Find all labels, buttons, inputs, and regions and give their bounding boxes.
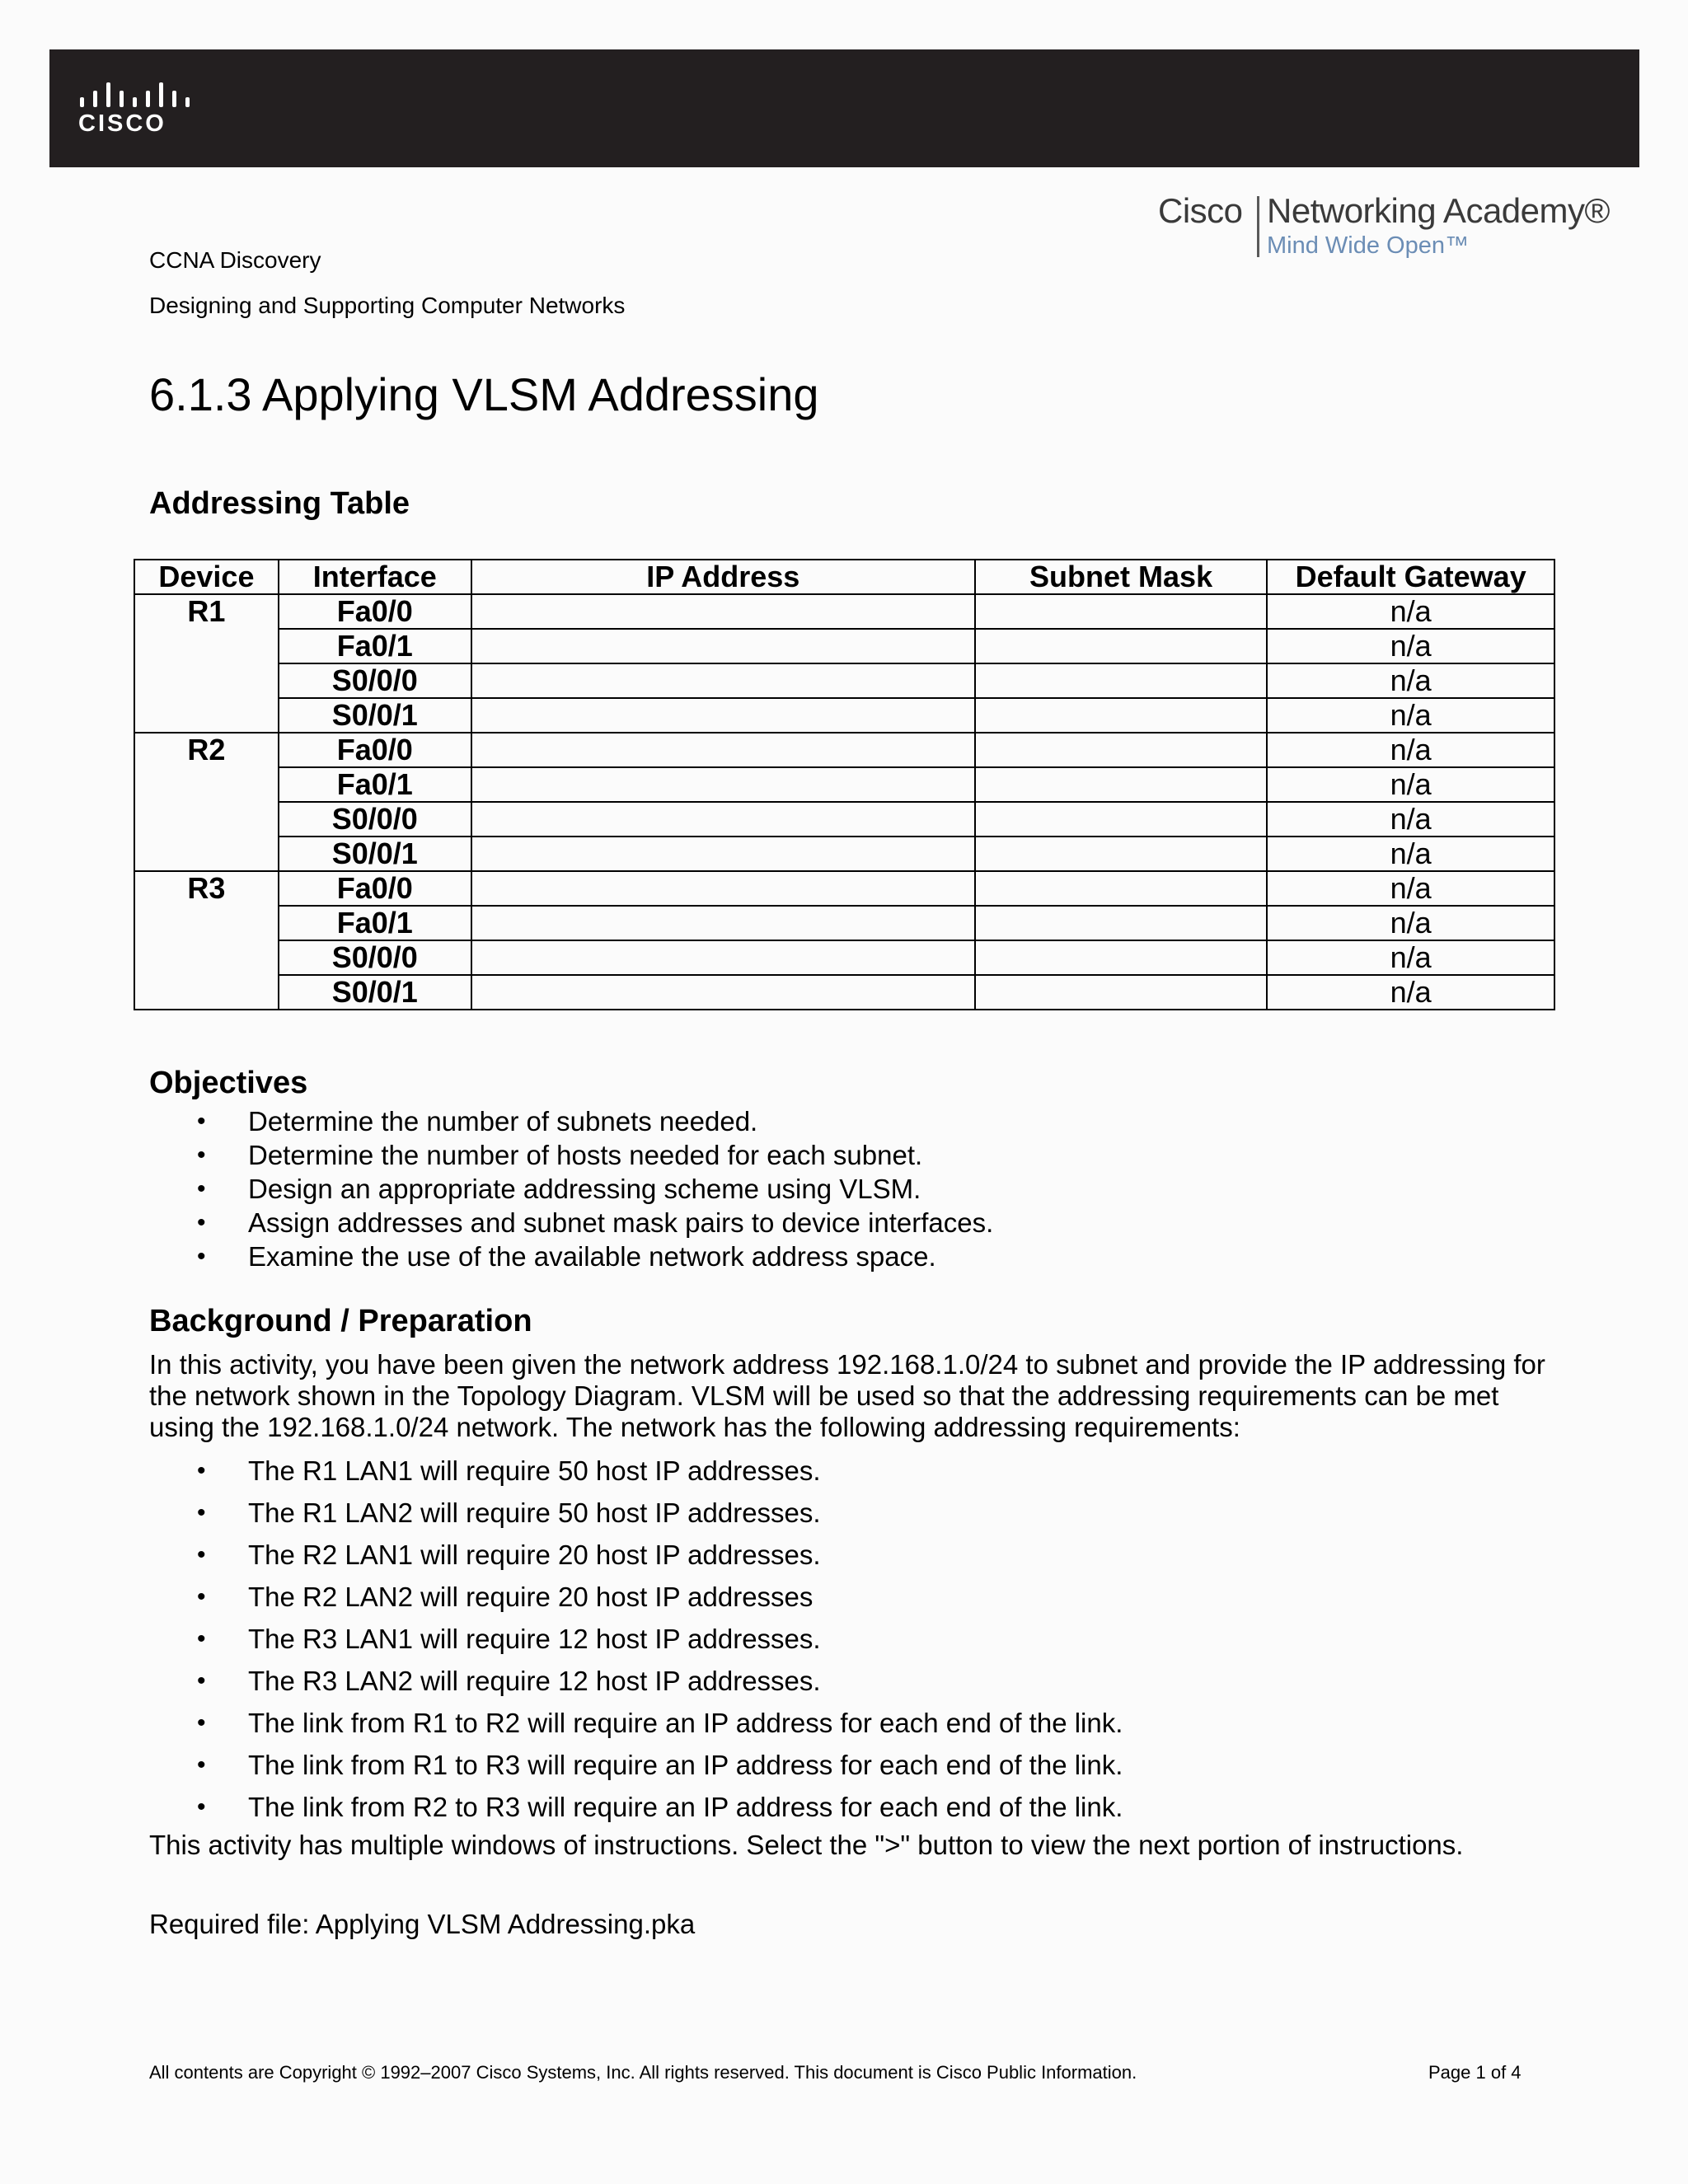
requirements-list bbox=[149, 1450, 1123, 1828]
subnet-mask-cell bbox=[975, 733, 1268, 767]
ip-address-cell bbox=[471, 733, 975, 767]
column-header: Interface bbox=[279, 560, 471, 594]
table-row bbox=[134, 594, 1554, 629]
gateway-cell: n/a bbox=[1267, 698, 1554, 733]
interface-cell: Fa0/0 bbox=[279, 733, 471, 767]
gateway-cell: n/a bbox=[1267, 663, 1554, 698]
interface-cell: Fa0/1 bbox=[279, 629, 471, 663]
interface-cell: Fa0/1 bbox=[279, 906, 471, 940]
academy-brand: Cisco bbox=[1158, 191, 1243, 230]
subnet-mask-cell bbox=[975, 629, 1268, 663]
list-item: • The R2 LAN2 will require 20 host IP addresses bbox=[149, 1576, 1123, 1618]
table-row bbox=[134, 663, 1554, 698]
list-item: • Design an appropriate addressing scheme using VLSM. bbox=[149, 1172, 993, 1206]
required-file: Required file: Applying VLSM Addressing.pka bbox=[149, 1909, 696, 1939]
academy-name: Networking Academy® bbox=[1267, 191, 1610, 230]
academy-tagline: Mind Wide Open™ bbox=[1267, 232, 1469, 259]
list-item: • Assign addresses and subnet mask pairs to device interfaces. bbox=[149, 1206, 993, 1240]
subnet-mask-cell bbox=[975, 698, 1268, 733]
header-bar bbox=[49, 49, 1639, 167]
subnet-mask-cell bbox=[975, 940, 1268, 975]
subnet-mask-cell bbox=[975, 663, 1268, 698]
cisco-logo bbox=[78, 81, 194, 138]
table-row bbox=[134, 733, 1554, 767]
list-item: • The R1 LAN1 will require 50 host IP addresses. bbox=[149, 1450, 1123, 1492]
ip-address-cell bbox=[471, 837, 975, 871]
table-row bbox=[134, 629, 1554, 663]
table-row bbox=[134, 802, 1554, 837]
objectives-heading: Objectives bbox=[149, 1066, 308, 1100]
list-item: • Determine the number of subnets needed. bbox=[149, 1104, 993, 1138]
subnet-mask-cell bbox=[975, 594, 1268, 629]
column-header: Default Gateway bbox=[1267, 560, 1554, 594]
ip-address-cell bbox=[471, 767, 975, 802]
ip-address-cell bbox=[471, 698, 975, 733]
course-name: CCNA Discovery bbox=[149, 247, 321, 273]
gateway-cell: n/a bbox=[1267, 594, 1554, 629]
list-item: • The R3 LAN1 will require 12 host IP addresses. bbox=[149, 1618, 1123, 1660]
table-row bbox=[134, 837, 1554, 871]
device-cell: R3 bbox=[134, 871, 279, 1010]
course-subtitle: Designing and Supporting Computer Networks bbox=[149, 293, 626, 318]
ip-address-cell bbox=[471, 663, 975, 698]
table-row bbox=[134, 871, 1554, 906]
ip-address-cell bbox=[471, 906, 975, 940]
interface-cell: S0/0/1 bbox=[279, 698, 471, 733]
ip-address-cell bbox=[471, 975, 975, 1010]
column-header: IP Address bbox=[471, 560, 975, 594]
list-item: • The R2 LAN1 will require 20 host IP addresses. bbox=[149, 1534, 1123, 1576]
interface-cell: Fa0/1 bbox=[279, 767, 471, 802]
device-cell: R1 bbox=[134, 594, 279, 733]
page-title: 6.1.3 Applying VLSM Addressing bbox=[149, 368, 819, 420]
table-row bbox=[134, 940, 1554, 975]
logo-divider bbox=[1257, 196, 1259, 257]
interface-cell: S0/0/1 bbox=[279, 837, 471, 871]
interface-cell: S0/0/0 bbox=[279, 663, 471, 698]
subnet-mask-cell bbox=[975, 767, 1268, 802]
gateway-cell: n/a bbox=[1267, 940, 1554, 975]
subnet-mask-cell bbox=[975, 906, 1268, 940]
table-row bbox=[134, 975, 1554, 1010]
gateway-cell: n/a bbox=[1267, 767, 1554, 802]
device-cell: R2 bbox=[134, 733, 279, 871]
list-item: • Determine the number of hosts needed for each subnet. bbox=[149, 1138, 993, 1172]
list-item: • The link from R1 to R2 will require an IP address for each end of the link. bbox=[149, 1702, 1123, 1744]
gateway-cell: n/a bbox=[1267, 837, 1554, 871]
subnet-mask-cell bbox=[975, 975, 1268, 1010]
interface-cell: S0/0/0 bbox=[279, 802, 471, 837]
instructions-note: This activity has multiple windows of instructions. Select the ">" button to view the next portion of instructions. bbox=[149, 1830, 1464, 1860]
interface-cell: S0/0/1 bbox=[279, 975, 471, 1010]
gateway-cell: n/a bbox=[1267, 629, 1554, 663]
objectives-list bbox=[149, 1104, 993, 1273]
table-row bbox=[134, 906, 1554, 940]
ip-address-cell bbox=[471, 940, 975, 975]
interface-cell: Fa0/0 bbox=[279, 594, 471, 629]
gateway-cell: n/a bbox=[1267, 733, 1554, 767]
list-item: • The R3 LAN2 will require 12 host IP addresses. bbox=[149, 1660, 1123, 1702]
background-heading: Background / Preparation bbox=[149, 1304, 532, 1338]
subnet-mask-cell bbox=[975, 837, 1268, 871]
gateway-cell: n/a bbox=[1267, 802, 1554, 837]
gateway-cell: n/a bbox=[1267, 871, 1554, 906]
addressing-table bbox=[134, 559, 1555, 1010]
column-header: Device bbox=[134, 560, 279, 594]
gateway-cell: n/a bbox=[1267, 906, 1554, 940]
table-header-row bbox=[134, 560, 1554, 594]
table-row bbox=[134, 767, 1554, 802]
ip-address-cell bbox=[471, 871, 975, 906]
list-item: • The link from R1 to R3 will require an IP address for each end of the link. bbox=[149, 1744, 1123, 1786]
subnet-mask-cell bbox=[975, 802, 1268, 837]
list-item: • The link from R2 to R3 will require an IP address for each end of the link. bbox=[149, 1786, 1123, 1828]
cisco-bridge-icon bbox=[78, 81, 194, 110]
ip-address-cell bbox=[471, 802, 975, 837]
footer-copyright: All contents are Copyright © 1992–2007 Cisco Systems, Inc. All rights reserved. This document is Cisco Public Information. bbox=[149, 2062, 1137, 2083]
cisco-wordmark: CISCO bbox=[78, 110, 166, 137]
background-intro: In this activity, you have been given the network address 192.168.1.0/24 to subnet and provide the IP addressing for the network shown in the Topology Diagram. VLSM will be used so that the addressing requirements can be met using the 192.168.1.0/24 network. The network has the following addressing requirements: bbox=[149, 1349, 1545, 1442]
page-number: Page 1 of 4 bbox=[1428, 2062, 1522, 2083]
networking-academy-logo bbox=[1158, 191, 1620, 265]
ip-address-cell bbox=[471, 594, 975, 629]
ip-address-cell bbox=[471, 629, 975, 663]
list-item: • The R1 LAN2 will require 50 host IP addresses. bbox=[149, 1492, 1123, 1534]
interface-cell: Fa0/0 bbox=[279, 871, 471, 906]
table-row bbox=[134, 698, 1554, 733]
addressing-table-heading: Addressing Table bbox=[149, 486, 410, 521]
subnet-mask-cell bbox=[975, 871, 1268, 906]
interface-cell: S0/0/0 bbox=[279, 940, 471, 975]
column-header: Subnet Mask bbox=[975, 560, 1268, 594]
gateway-cell: n/a bbox=[1267, 975, 1554, 1010]
list-item: • Examine the use of the available network address space. bbox=[149, 1240, 993, 1273]
